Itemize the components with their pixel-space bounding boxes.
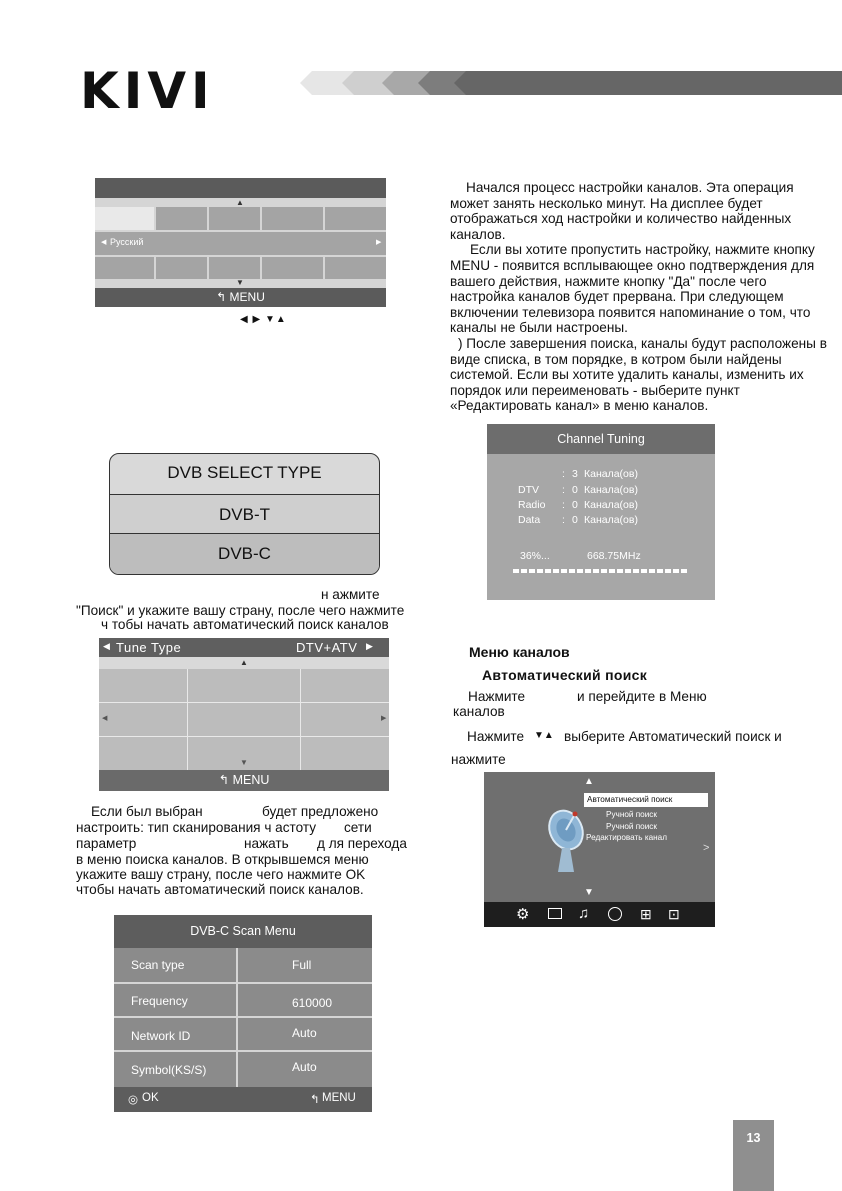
dvbc-scan-menu (114, 915, 372, 1112)
language-menu (95, 178, 386, 307)
left-arrow-icon[interactable]: ◀ (101, 239, 107, 246)
frequency-row[interactable]: Frequency 610000 (131, 994, 333, 1010)
text-auto-search-line: ч тобы начать автоматический поиск каналов (101, 617, 389, 632)
progress-segment (561, 569, 567, 573)
tune-type-menu (99, 638, 389, 791)
auto-search-subheading: Автоматический поиск (482, 667, 648, 683)
progress-segment (553, 569, 559, 573)
menu-icon-bar (484, 902, 715, 927)
up-down-arrows-icon: ▼▲ (534, 730, 554, 741)
dvb-c-option[interactable]: DVB-C (110, 534, 379, 574)
channel-menu-heading: Меню каналов (469, 644, 570, 660)
down-arrow-icon: ▼ (240, 758, 248, 767)
progress-segment (649, 569, 655, 573)
dvb-select-dialog (109, 453, 380, 575)
ok-icon: ◎ (128, 1094, 139, 1106)
dvb-t-option[interactable]: DVB-T (110, 494, 379, 534)
header-decoration (290, 70, 842, 96)
progress-segment (665, 569, 671, 573)
symbol-rate-row[interactable]: Symbol(KS/S) Auto (131, 1060, 317, 1077)
manual-search-item-2[interactable]: Ручной поиск (606, 822, 657, 831)
progress-segment (609, 569, 615, 573)
right-arrow-icon[interactable]: ▶ (376, 239, 382, 246)
down-arrow-icon: ▼ (236, 278, 244, 287)
tuning-progress-text: 36%... (520, 550, 550, 562)
gear-icon[interactable]: ⚙ (516, 906, 530, 923)
up-arrow-icon: ▲ (236, 198, 244, 207)
language-value: Русский (110, 237, 144, 247)
dvb-select-title: DVB SELECT TYPE (167, 463, 322, 482)
progress-segment (577, 569, 583, 573)
auto-search-item[interactable]: Автоматический поиск (584, 793, 708, 807)
menu-return-icon: ↰ (218, 773, 230, 787)
network-id-row[interactable]: Network ID Auto (131, 1026, 317, 1043)
dvbc-instructions: Если был выбран будет предложено настроить: тип сканирования ч астоту сети параметр нажать д ля перехода в меню поиска каналов. В открывшемся меню укажите вашу страну, после чего нажмите OK чтобы начать автоматический поиск каналов. (76, 804, 407, 897)
progress-segment (521, 569, 527, 573)
left-arrow-icon[interactable]: ◀ (103, 641, 110, 651)
progress-segment (537, 569, 543, 573)
progress-segment (633, 569, 639, 573)
down-arrow-icon: ▼ (584, 887, 594, 898)
ok-label: OK (142, 1092, 159, 1104)
text-press-line: н ажмите (321, 587, 380, 602)
menu-label: MENU (322, 1092, 356, 1104)
menu-label: MENU (232, 773, 270, 787)
manual-search-item[interactable]: Ручной поиск (606, 810, 657, 819)
channel-menu-screen (484, 772, 715, 927)
scan-menu-title: DVB-C Scan Menu (114, 915, 372, 948)
progress-segment (657, 569, 663, 573)
grid-icon[interactable]: ⊞ (640, 906, 652, 922)
tune-type-label: Tune Type (116, 640, 182, 655)
text-search-line: "Поиск" и укажите вашу страну, после чего нажмите (76, 603, 405, 618)
progress-segment (625, 569, 631, 573)
progress-segment (593, 569, 599, 573)
satellite-dish-icon (544, 804, 586, 874)
progress-segment (545, 569, 551, 573)
page-number: 13 (733, 1120, 774, 1191)
clock-icon[interactable] (608, 907, 622, 921)
progress-segment (681, 569, 687, 573)
menu-return-icon: ↰ (216, 290, 227, 304)
progress-segment (529, 569, 535, 573)
right-arrow-icon[interactable]: ▶ (366, 641, 373, 651)
up-arrow-icon: ▲ (584, 776, 594, 787)
lock-icon[interactable]: ⊡ (668, 906, 680, 922)
tuning-progress-bar (513, 569, 689, 573)
channel-tuning-panel: Channel Tuning : 3 Канала(ов) DTV : 0 Канала(ов) Radio : 0 Канала(ов) Data : 0 Канала(ов) 36%... 668.75MHz (487, 424, 715, 600)
scan-type-row[interactable]: Scan type Full (131, 958, 312, 972)
progress-segment (513, 569, 519, 573)
menu-return-icon: ↰ (310, 1094, 320, 1106)
progress-segment (585, 569, 591, 573)
tv-icon[interactable] (548, 908, 562, 919)
arrow-keys-caption: ◀ ▶ ▼▲ (240, 314, 287, 325)
edit-channel-item[interactable]: Редактировать канал (586, 833, 667, 842)
language-menu-header (95, 178, 386, 198)
tuning-frequency: 668.75MHz (587, 550, 641, 562)
channel-tuning-title: Channel Tuning (487, 424, 715, 454)
tuning-description: Начался процесс настройки каналов. Эта операция может занять несколько минут. На дисплее будет отображаться ход настройки и количество найденных каналов. Если вы хотите пропустить настройку, нажмите кнопку MENU - появится всплывающее окно подтверждения для вашего действия, нажмите кнопку "Да" после чего настройка каналов будет прервана. При следующем включении телевизора появится напоминание о том, что каналы не были настроены. ) После завершения поиска, каналы будут расположены в виде списка, в том порядке, в котром были найдены системой. Если вы хотите удалить каналы, изменить их порядок или переименовать - выберите пункт «Редактировать канал» в меню каналов. (450, 180, 827, 414)
up-arrow-icon: ▲ (240, 658, 248, 667)
tune-type-row[interactable] (99, 638, 389, 657)
progress-segment (601, 569, 607, 573)
progress-segment (617, 569, 623, 573)
kivi-logo: KIVI (80, 62, 215, 120)
progress-segment (641, 569, 647, 573)
music-icon[interactable]: ♫ (578, 905, 590, 922)
menu-label: MENU (229, 290, 265, 304)
right-arrow-icon: ▶ (381, 715, 387, 722)
right-arrow-icon: > (703, 842, 710, 854)
progress-segment (673, 569, 679, 573)
progress-segment (569, 569, 575, 573)
tune-type-value: DTV+ATV (296, 640, 358, 655)
left-arrow-icon: ◀ (102, 715, 108, 722)
